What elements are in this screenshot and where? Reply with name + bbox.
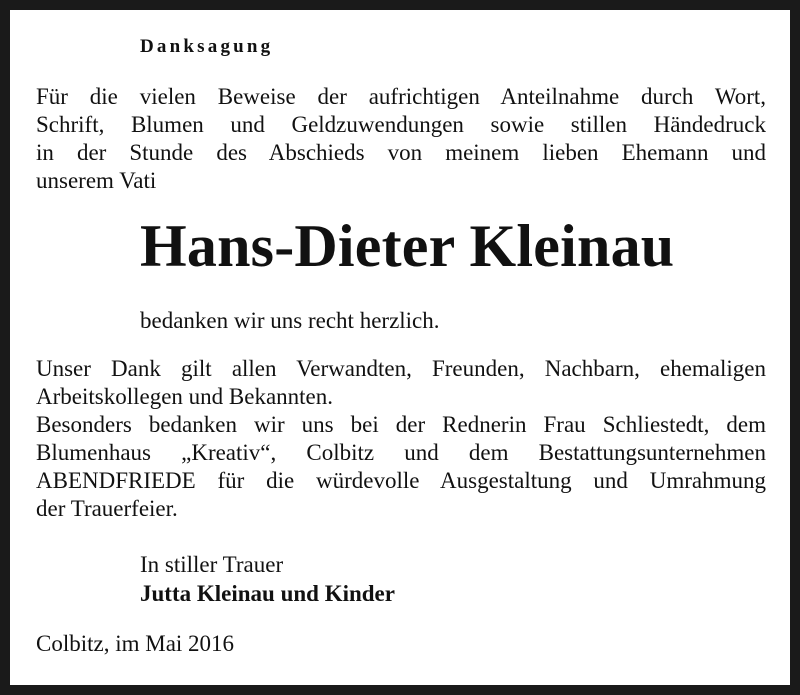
thanks-line: bedanken wir uns recht herzlich. — [140, 308, 440, 333]
signatories: Jutta Kleinau und Kinder — [140, 581, 395, 606]
intro-line: Für die vielen Beweise der aufrichtigen Anteilnahme durch Wort, — [36, 84, 766, 109]
place-date: Colbitz, im Mai 2016 — [36, 631, 235, 656]
body-line: ABENDFRIEDE für die würdevolle Ausgestaltung und Umrahmung — [36, 468, 766, 493]
intro-line: Schrift, Blumen und Geldzuwendungen sowie stillen Händedruck — [36, 112, 766, 137]
notice-title: Danksagung — [140, 36, 274, 57]
intro-line: in der Stunde des Abschieds von meinem lieben Ehemann und — [36, 140, 766, 165]
body-line: Arbeitskollegen und Bekannten. — [36, 384, 334, 409]
deceased-name: Hans-Dieter Kleinau — [140, 213, 675, 279]
intro-line: unserem Vati — [36, 168, 157, 193]
body-line: Unser Dank gilt allen Verwandten, Freunden, Nachbarn, ehemaligen — [36, 356, 766, 381]
body-line: Blumenhaus „Kreativ“, Colbitz und dem Bestattungsunternehmen — [36, 440, 766, 465]
body-line: der Trauerfeier. — [36, 496, 178, 521]
body-line: Besonders bedanken wir uns bei der Rednerin Frau Schliestedt, dem — [36, 412, 766, 437]
mourning-label: In stiller Trauer — [140, 552, 284, 577]
